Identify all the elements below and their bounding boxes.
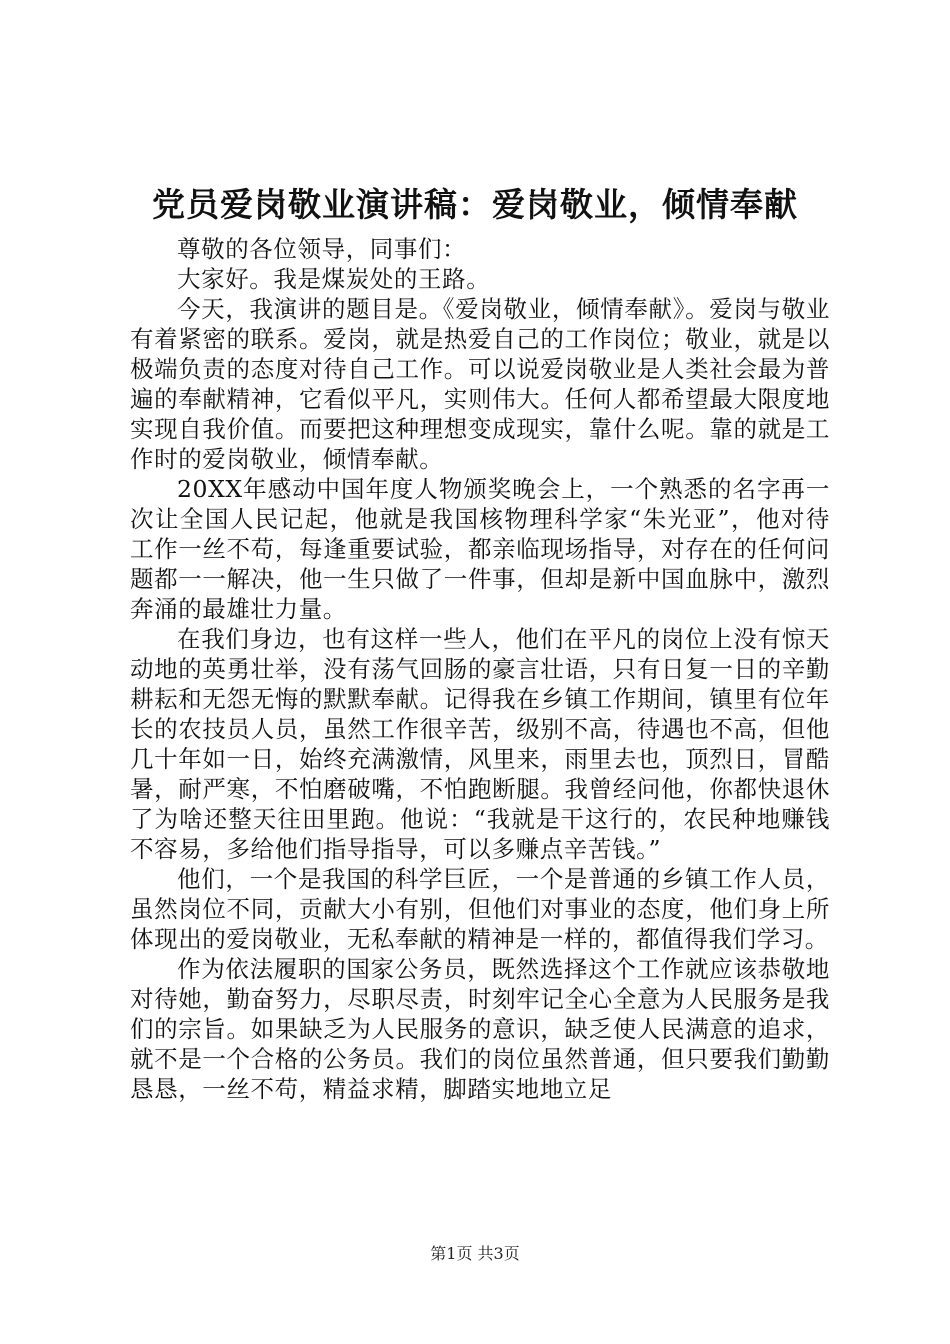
paragraph-topic: 今天，我演讲的题目是。《爱岗敬业，倾情奉献》。爱岗与敬业有着紧密的联系。爱岗，就是热爱自己的工作岗位；敬业，就是以极端负责的态度对待自己工作。可以说爱岗敬业是人类社会最为普遍的奉献精神，它看似平凡，实则伟大。任何人都希望最大限度地实现自我价值。而要把这种理想变成现实，靠什么呢。靠的就是工作时的爱岗敬业，倾情奉献。 (130, 295, 830, 473)
paragraph-agronomist: 在我们身边，也有这样一些人，他们在平凡的岗位上没有惊天动地的英勇壮举，没有荡气回肠的豪言壮语，只有日复一日的辛勤耕耘和无怨无悔的默默奉献。记得我在乡镇工作期间，镇里有位年长的农技员人员，虽然工作很辛苦，级别不高，待遇也不高，但他几十年如一日，始终充满激情，风里来，雨里去也，顶烈日，冒酷暑，耐严寒，不怕磨破嘴，不怕跑断腿。我曾经问他，你都快退休了为啥还整天往田里跑。他说：“我就是干这行的，农民种地赚钱不容易，多给他们指导指导，可以多赚点辛苦钱。” (130, 625, 830, 863)
paragraph-greeting: 大家好。我是煤炭处的王路。 (177, 265, 491, 293)
paragraph-zhu-guangya: 20XX年感动中国年度人物颁奖晚会上，一个熟悉的名字再一次让全国人民记起，他就是我国核物理科学家“朱光亚”，他对待工作一丝不苟，每逢重要试验，都亲临现场指导，对存在的任何问题都一一解决，他一生只做了一件事，但却是新中国血脉中，激烈奔涌的最雄壮力量。 (130, 475, 830, 623)
paragraph-civil-servant: 作为依法履职的国家公务员，既然选择这个工作就应该恭敬地对待她，勤奋努力，尽职尽责，时刻牢记全心全意为人民服务是我们的宗旨。如果缺乏为人民服务的意识，缺乏使人民满意的追求，就不是一个合格的公务员。我们的岗位虽然普通，但只要我们勤勤恳恳，一丝不苟，精益求精，脚踏实地地立足 (130, 955, 830, 1103)
paragraph-salutation: 尊敬的各位领导，同事们： (177, 235, 467, 263)
document-body (130, 234, 830, 1104)
page-number: 第1页 共3页 (430, 1244, 520, 1263)
document-title: 党员爱岗敬业演讲稿：爱岗敬业，倾情奉献 (152, 185, 798, 224)
paragraph-comparison: 他们，一个是我国的科学巨匠，一个是普通的乡镇工作人员，虽然岗位不同，贡献大小有别，但他们对事业的态度，他们身上所体现出的爱岗敬业，无私奉献的精神是一样的，都值得我们学习。 (130, 865, 830, 953)
